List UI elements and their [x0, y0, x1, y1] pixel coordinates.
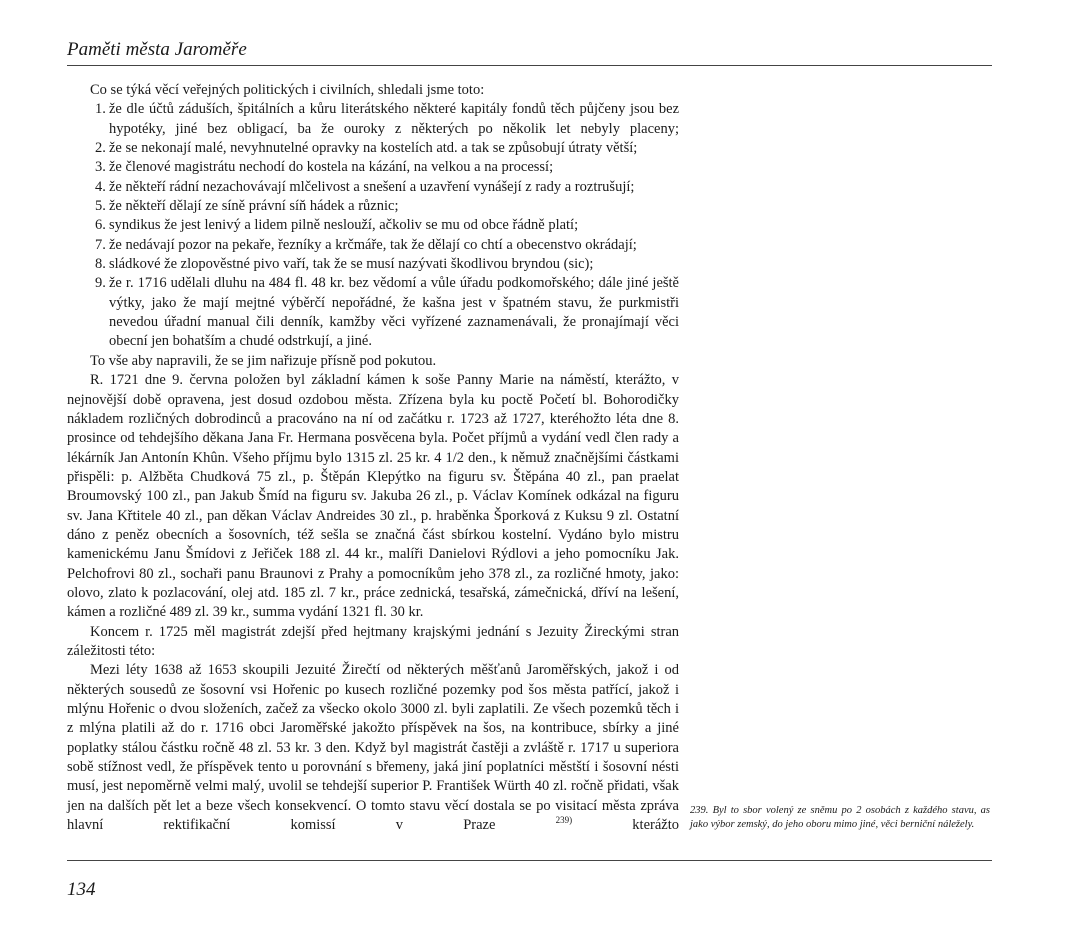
findings-list	[67, 100, 679, 351]
list-item: 1. že dle účtů záduších, špitálních a kůru literátského některé kapitály fondů těch půjčeny jsou bez hypotéky, jiné bez obligací, ba že ouroky z některých po několik let nebyly placeny;	[95, 101, 679, 137]
list-item: 8. sládkové že zlopověstné pivo vaří, tak že se musí nazývati škodlivou bryndou (sic);	[95, 256, 594, 273]
footer-rule	[67, 860, 992, 861]
intro-paragraph: Co se týká věcí veřejných politických i civilních, shledali jsme toto:	[90, 82, 485, 98]
page-number: 134	[67, 879, 96, 900]
body-paragraph-final: Mezi léty 1638 až 1653 skoupili Jezuité Žirečtí od některých měšťanů Jaroměřských, jakož i od některých sousedů ze šosovní vsi Hořenic po kusech rozličné pozemky pod šos města patřící, jakož i mlýnu Hořenic o dvou složeních, začež za všecko okolo 3000 zl. byli zaplatili. Ze všech pozemků těch i z mlýna platili až do r. 1716 obci Jaroměřské jakožto příspěvek na šos, na kontribuce, sbírky a jiné poplatky stálou částku ročně 48 zl. 53 kr. 3 den. Když byl magistrát častěji a zvláště r. 1717 u superiora sobě stížnost vedl, že příspěvek tento u porovnání s břemeny, jaká jiní poplatníci městští i šosovní nésti musí, jest nepoměrně velmi malý, uvolil se tehdejší superior P. František Würth 40 zl. ročně přidati, však jen na dalších pět let a beze všech konsekvencí. O tomto stavu věcí dostala se po visitací města zpráva hlavní rektifikační komissí v Praze $^{239)}$ kterážto	[67, 662, 679, 834]
footnote-reference[interactable]: 239)	[555, 815, 573, 826]
running-head: Paměti města Jaroměře	[67, 39, 247, 60]
list-item: 3. že členové magistrátu nechodí do kostela na kázání, na velkou a na processí;	[95, 159, 554, 176]
body-paragraph: Koncem r. 1725 měl magistrát zdejší před hejtmany krajskými jednání s Jezuity Žireckými stran záležitosti této:	[67, 623, 679, 659]
header-rule	[67, 65, 992, 66]
list-item: 4. že někteří rádní nezachovávají mlčelivost a snešení a uzavření vynášejí z rady a roztrušují;	[95, 178, 635, 195]
margin-footnote: 239. Byl to sbor volený ze sněmu po 2 osobách z každého stavu, as jako výbor zemský, do jeho oboru mimo jiné, věci berniční náležely.	[690, 805, 990, 830]
list-item: 2. že se nekonají malé, nevyhnutelné opravky na kostelích atd. a tak se způsobují útraty větší;	[95, 140, 638, 157]
list-item: 9. že r. 1716 udělali dluhu na 484 fl. 48 kr. bez vědomí a vůle úřadu podkomořského; dále jiné ještě výtky, jako že mají mejtné výběrčí nepořádné, že kašna jest v špatném stavu, že purkmistři nevedou úřadní manual čili denník, kamžby věci vyřízené zaznamenávali, že pronajímají věci obecní jen bohatším a chudé odstrkují, a jiné.	[95, 275, 679, 350]
list-item: 5. že někteří dělají ze síně právní síň hádek a různic;	[95, 198, 399, 215]
body-paragraph: R. 1721 dne 9. června položen byl základní kámen k soše Panny Marie na náměstí, kterážto, v nejnovější době opravena, jest dosud ozdobou města. Zřízena byla ku poctě Početí bl. Bohorodičky nákladem rozličných dobrodinců a pracováno na ní od začátku r. 1723 až 1727, kteréhožto léta dne 8. prosince od tehdejšího děkana Jana Fr. Hermana posvěcena byla. Počet příjmů a vydání vedl člen rady a lékárník Jan Antonín Khûn. Všeho příjmu bylo 1315 zl. 25 kr. 4 1/2 den., k němuž značnějšími částkami přispěli: p. Alžběta Chudková 75 zl., p. Štěpán Klepýtko na figuru sv. Štěpána 40 zl., pan praelat Broumovský 100 zl., pan Jakub Šmíd na figuru sv. Jakuba 26 zl., p. Václav Komínek odkázal na figuru sv. Jana Křtitele 40 zl., pan děkan Václav Andreides 30 zl., p. hraběnka Šporková z Kuksu 9 zl. Ostatní dáno z peněz obecních a šosovních, též sešla se značná část sbírkou kostelní. Vydáno bylo mistru kamenickému Janu Šmídovi z Jeřiček 188 zl. 44 kr., malíři Danielovi Rýdlovi a jeho pomocníku Jak. Pelchofrovi 80 zl., sochaři panu Braunovi z Prahy a pomocníkům jeho 378 zl., za rozličné hmoty, jako: olovo, zlato k pozlacování, olej atd. 185 zl. 7 kr., práce zednická, tesařská, zámečnická, dříví na lešení, kámen a rozličné 489 zl. 39 kr., summa vydání 1321 fl. 30 kr.	[67, 372, 679, 621]
list-item: 7. že nedávají pozor na pekaře, řezníky a krčmáře, tak že dělají co chtí a obecenstvo okrádají;	[95, 236, 637, 253]
body-text	[67, 81, 679, 835]
list-item: 6. syndikus že jest lenivý a lidem pilně neslouží, ačkoliv se mu od obce řádně platí;	[95, 217, 579, 234]
body-paragraph: To vše aby napravili, že se jim nařizuje přísně pod pokutou.	[90, 352, 437, 369]
